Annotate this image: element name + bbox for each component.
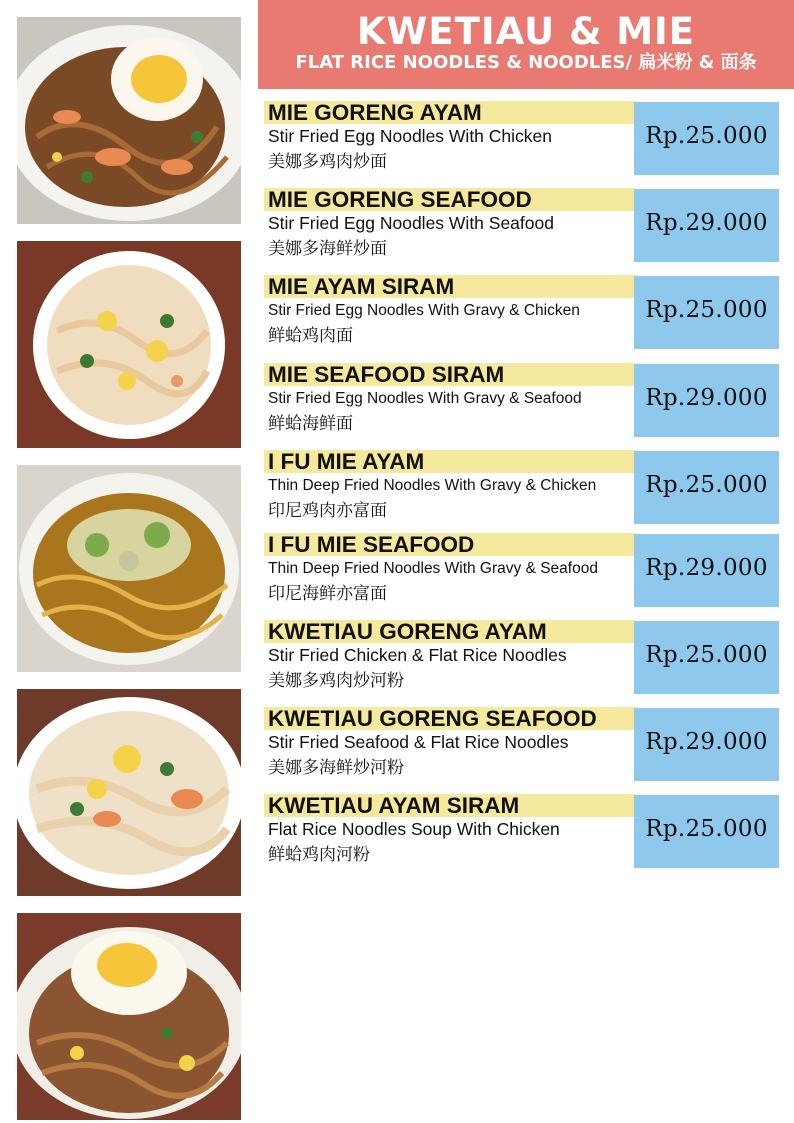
item-chinese-description: 鲜蛤鸡肉面 xyxy=(268,326,353,346)
item-chinese-description: 美娜多海鲜炒河粉 xyxy=(268,758,404,778)
item-english-description: Stir Fried Egg Noodles With Chicken xyxy=(268,126,552,146)
item-english-description: Stir Fried Seafood & Flat Rice Noodles xyxy=(268,732,569,752)
item-price: Rp.29.000 xyxy=(645,555,768,581)
item-english-description: Flat Rice Noodles Soup With Chicken xyxy=(268,819,560,839)
menu-item xyxy=(264,275,780,351)
item-name: KWETIAU GORENG AYAM xyxy=(268,619,547,644)
item-name: KWETIAU GORENG SEAFOOD xyxy=(268,706,597,731)
price-box xyxy=(634,364,779,437)
item-name: MIE AYAM SIRAM xyxy=(268,274,455,299)
menu-item xyxy=(264,707,780,783)
item-english-description: Stir Fried Egg Noodles With Gravy & Chicken xyxy=(268,302,580,319)
item-chinese-description: 鲜蛤鸡肉河粉 xyxy=(268,845,370,865)
menu-item xyxy=(264,188,780,264)
menu-item xyxy=(264,363,780,439)
price-box xyxy=(634,276,779,349)
item-price: Rp.25.000 xyxy=(645,123,768,149)
item-name: MIE GORENG SEAFOOD xyxy=(268,187,532,212)
item-name: I FU MIE SEAFOOD xyxy=(268,532,475,557)
menu-item xyxy=(264,101,780,177)
item-chinese-description: 美娜多海鲜炒面 xyxy=(268,239,387,259)
item-english-description: Thin Deep Fried Noodles With Gravy & Chicken xyxy=(268,477,597,494)
menu-item xyxy=(264,620,780,696)
kwetiau-seafood-photo xyxy=(17,689,241,896)
i-fu-mie-photo xyxy=(17,465,241,672)
item-name: I FU MIE AYAM xyxy=(268,449,425,474)
item-price: Rp.29.000 xyxy=(645,729,768,755)
price-box xyxy=(634,708,779,781)
item-name: MIE SEAFOOD SIRAM xyxy=(268,362,505,387)
item-price: Rp.25.000 xyxy=(645,642,768,668)
price-box xyxy=(634,795,779,868)
item-chinese-description: 美娜多鸡肉炒河粉 xyxy=(268,671,404,691)
item-english-description: Stir Fried Egg Noodles With Gravy & Seafood xyxy=(268,390,582,407)
item-english-description: Thin Deep Fried Noodles With Gravy & Seafood xyxy=(268,560,598,577)
item-english-description: Stir Fried Egg Noodles With Seafood xyxy=(268,213,554,233)
item-name: KWETIAU AYAM SIRAM xyxy=(268,793,520,818)
item-price: Rp.29.000 xyxy=(645,210,768,236)
mie-goreng-with-egg-photo xyxy=(17,17,241,224)
kwetiau-goreng-with-egg-photo xyxy=(17,913,241,1120)
price-box xyxy=(634,102,779,175)
item-price: Rp.25.000 xyxy=(645,472,768,498)
page-subtitle: FLAT RICE NOODLES & NOODLES/ 扁米粉 & 面条 xyxy=(295,52,757,73)
menu-item xyxy=(264,794,780,870)
item-price: Rp.25.000 xyxy=(645,816,768,842)
menu-item xyxy=(264,533,780,609)
page-title: KWETIAU & MIE xyxy=(356,10,696,53)
item-chinese-description: 美娜多鸡肉炒面 xyxy=(268,152,387,172)
price-box xyxy=(634,621,779,694)
item-price: Rp.25.000 xyxy=(645,297,768,323)
item-name: MIE GORENG AYAM xyxy=(268,100,482,125)
item-chinese-description: 印尼鸡肉亦富面 xyxy=(268,501,387,521)
menu-item xyxy=(264,450,780,526)
price-box xyxy=(634,451,779,524)
price-box xyxy=(634,534,779,607)
item-english-description: Stir Fried Chicken & Flat Rice Noodles xyxy=(268,645,567,665)
item-chinese-description: 鲜蛤海鲜面 xyxy=(268,414,353,434)
price-box xyxy=(634,189,779,262)
menu-header xyxy=(258,0,794,89)
noodles-with-egg-photo xyxy=(17,241,241,448)
item-chinese-description: 印尼海鲜亦富面 xyxy=(268,584,387,604)
item-price: Rp.29.000 xyxy=(645,385,768,411)
